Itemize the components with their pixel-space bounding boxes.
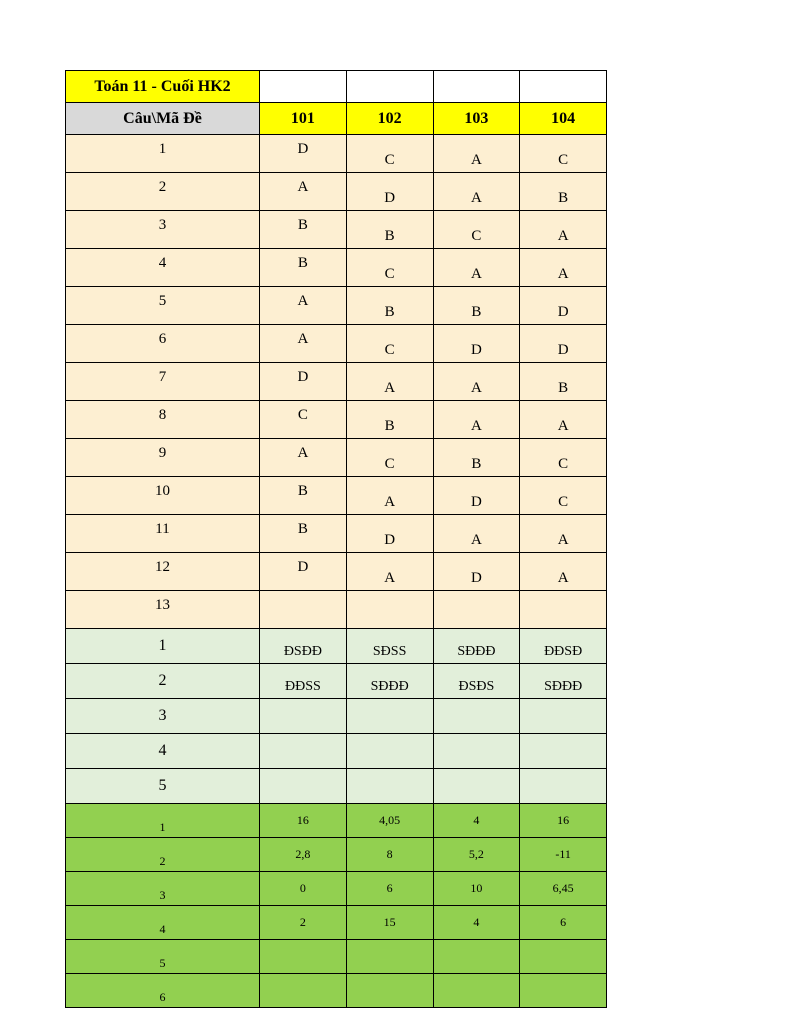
part1-row xyxy=(66,401,607,439)
answer-cell[interactable]: B xyxy=(260,211,347,249)
answer-cell[interactable]: A xyxy=(260,325,347,363)
part1-row xyxy=(66,249,607,287)
part3-row xyxy=(66,804,607,838)
answer-cell[interactable] xyxy=(260,940,347,974)
answer-cell[interactable] xyxy=(433,769,520,804)
answer-cell[interactable]: ĐĐSS xyxy=(260,664,347,699)
empty-cell[interactable] xyxy=(346,71,433,103)
part1-row xyxy=(66,325,607,363)
question-number-cell[interactable]: 7 xyxy=(66,363,260,401)
answer-cell[interactable]: C xyxy=(346,135,433,173)
part1-row xyxy=(66,553,607,591)
answer-cell[interactable]: D xyxy=(346,515,433,553)
answer-cell[interactable]: C xyxy=(346,325,433,363)
empty-cell[interactable] xyxy=(520,71,607,103)
answer-cell[interactable]: A xyxy=(346,477,433,515)
answer-cell[interactable]: A xyxy=(260,287,347,325)
answer-cell[interactable]: 4,05 xyxy=(346,804,433,838)
question-number-cell[interactable]: 5 xyxy=(66,769,260,804)
answer-cell[interactable]: B xyxy=(346,287,433,325)
question-number-cell[interactable]: 12 xyxy=(66,553,260,591)
answer-cell[interactable] xyxy=(520,940,607,974)
answer-cell[interactable]: B xyxy=(520,173,607,211)
answer-cell[interactable]: C xyxy=(433,211,520,249)
part3-row xyxy=(66,872,607,906)
part2-row xyxy=(66,699,607,734)
answer-cell[interactable]: C xyxy=(520,439,607,477)
answer-cell[interactable]: 10 xyxy=(433,872,520,906)
answer-cell[interactable]: 2 xyxy=(260,906,347,940)
header-label[interactable]: Câu\Mã Đề xyxy=(66,103,260,135)
part1-row xyxy=(66,135,607,173)
answer-cell[interactable]: B xyxy=(260,249,347,287)
answer-cell[interactable]: 4 xyxy=(433,906,520,940)
question-number-cell[interactable]: 2 xyxy=(66,173,260,211)
answer-cell[interactable]: SĐSS xyxy=(346,629,433,664)
answer-cell[interactable]: D xyxy=(433,553,520,591)
sheet-title[interactable]: Toán 11 - Cuối HK2 xyxy=(66,71,260,103)
answer-cell[interactable]: B xyxy=(346,211,433,249)
question-number-cell[interactable]: 4 xyxy=(66,906,260,940)
part3-row xyxy=(66,940,607,974)
answer-cell[interactable] xyxy=(260,974,347,1008)
answer-cell[interactable] xyxy=(260,699,347,734)
answer-cell[interactable]: 6 xyxy=(346,872,433,906)
code-104[interactable]: 104 xyxy=(520,103,607,135)
answer-cell[interactable]: SĐĐĐ xyxy=(520,664,607,699)
answer-cell[interactable]: 8 xyxy=(346,838,433,872)
answer-cell[interactable]: 16 xyxy=(260,804,347,838)
answer-cell[interactable] xyxy=(260,591,347,629)
answer-cell[interactable]: A xyxy=(433,173,520,211)
part1-row xyxy=(66,287,607,325)
answer-cell[interactable]: D xyxy=(260,553,347,591)
part2-row xyxy=(66,664,607,699)
answer-cell[interactable] xyxy=(520,769,607,804)
answer-cell[interactable]: A xyxy=(346,553,433,591)
question-number-cell[interactable]: 11 xyxy=(66,515,260,553)
question-number-cell[interactable]: 2 xyxy=(66,664,260,699)
answer-cell[interactable]: C xyxy=(520,477,607,515)
part2-row xyxy=(66,629,607,664)
answer-cell[interactable]: D xyxy=(520,325,607,363)
question-number-cell[interactable]: 10 xyxy=(66,477,260,515)
answer-cell[interactable] xyxy=(346,940,433,974)
answer-cell[interactable]: SĐĐĐ xyxy=(346,664,433,699)
answer-cell[interactable]: A xyxy=(260,173,347,211)
answer-cell[interactable]: A xyxy=(260,439,347,477)
part1-row xyxy=(66,173,607,211)
answer-cell[interactable] xyxy=(433,974,520,1008)
part3-row xyxy=(66,906,607,940)
answer-cell[interactable]: 16 xyxy=(520,804,607,838)
answer-cell[interactable]: ĐĐSĐ xyxy=(520,629,607,664)
answer-cell[interactable]: B xyxy=(260,515,347,553)
part2-row xyxy=(66,734,607,769)
answer-cell[interactable]: C xyxy=(346,439,433,477)
answer-cell[interactable]: 0 xyxy=(260,872,347,906)
answer-cell[interactable]: A xyxy=(520,211,607,249)
question-number-cell[interactable]: 9 xyxy=(66,439,260,477)
answer-cell[interactable] xyxy=(346,974,433,1008)
answer-cell[interactable] xyxy=(433,940,520,974)
part3-row xyxy=(66,838,607,872)
question-number-cell[interactable]: 13 xyxy=(66,591,260,629)
part3-row xyxy=(66,974,607,1008)
part2-row xyxy=(66,769,607,804)
part1-row xyxy=(66,591,607,629)
question-number-cell[interactable]: 3 xyxy=(66,699,260,734)
empty-cell[interactable] xyxy=(260,71,347,103)
answer-cell[interactable]: ĐSĐĐ xyxy=(260,629,347,664)
answer-cell[interactable]: D xyxy=(260,135,347,173)
question-number-cell[interactable]: 1 xyxy=(66,804,260,838)
question-number-cell[interactable]: 6 xyxy=(66,325,260,363)
question-number-cell[interactable]: 3 xyxy=(66,872,260,906)
answer-cell[interactable]: D xyxy=(433,477,520,515)
part1-row xyxy=(66,477,607,515)
answer-cell[interactable]: B xyxy=(346,401,433,439)
answer-cell[interactable]: A xyxy=(433,135,520,173)
question-number-cell[interactable]: 8 xyxy=(66,401,260,439)
question-number-cell[interactable]: 3 xyxy=(66,211,260,249)
answer-cell[interactable]: B xyxy=(433,439,520,477)
answer-cell[interactable]: A xyxy=(433,363,520,401)
answer-cell[interactable] xyxy=(520,591,607,629)
answer-cell[interactable]: 2,8 xyxy=(260,838,347,872)
answer-cell[interactable] xyxy=(520,699,607,734)
answer-cell[interactable]: D xyxy=(346,173,433,211)
answer-cell[interactable]: B xyxy=(520,363,607,401)
answer-cell[interactable]: 6,45 xyxy=(520,872,607,906)
answer-cell[interactable] xyxy=(346,591,433,629)
header-row xyxy=(66,103,607,135)
answer-key-table xyxy=(65,70,607,1008)
answer-cell[interactable]: D xyxy=(433,325,520,363)
answer-cell[interactable]: D xyxy=(520,287,607,325)
answer-cell[interactable]: C xyxy=(260,401,347,439)
answer-cell[interactable]: B xyxy=(260,477,347,515)
title-row xyxy=(66,71,607,103)
part1-row xyxy=(66,363,607,401)
answer-cell[interactable]: A xyxy=(346,363,433,401)
answer-cell[interactable] xyxy=(346,699,433,734)
answer-cell[interactable]: 5,2 xyxy=(433,838,520,872)
question-number-cell[interactable]: 1 xyxy=(66,135,260,173)
answer-cell[interactable]: 15 xyxy=(346,906,433,940)
question-number-cell[interactable]: 5 xyxy=(66,940,260,974)
answer-cell[interactable]: A xyxy=(433,515,520,553)
answer-cell[interactable]: A xyxy=(520,249,607,287)
answer-cell[interactable]: A xyxy=(520,401,607,439)
question-number-cell[interactable]: 4 xyxy=(66,734,260,769)
answer-cell[interactable] xyxy=(260,769,347,804)
answer-cell[interactable]: SĐĐĐ xyxy=(433,629,520,664)
answer-cell[interactable] xyxy=(520,974,607,1008)
answer-cell[interactable]: -11 xyxy=(520,838,607,872)
answer-cell[interactable]: 4 xyxy=(433,804,520,838)
answer-cell[interactable]: A xyxy=(433,249,520,287)
answer-cell[interactable] xyxy=(260,734,347,769)
part1-row xyxy=(66,515,607,553)
part1-row xyxy=(66,211,607,249)
part1-row xyxy=(66,439,607,477)
answer-cell[interactable]: A xyxy=(520,515,607,553)
answer-cell[interactable]: A xyxy=(433,401,520,439)
answer-cell[interactable]: ĐSĐS xyxy=(433,664,520,699)
question-number-cell[interactable]: 2 xyxy=(66,838,260,872)
answer-cell[interactable] xyxy=(433,591,520,629)
code-101[interactable]: 101 xyxy=(260,103,347,135)
answer-cell[interactable] xyxy=(433,699,520,734)
answer-cell[interactable] xyxy=(433,734,520,769)
answer-cell[interactable]: C xyxy=(346,249,433,287)
answer-cell[interactable]: C xyxy=(520,135,607,173)
answer-cell[interactable]: D xyxy=(260,363,347,401)
answer-cell[interactable]: 6 xyxy=(520,906,607,940)
question-number-cell[interactable]: 6 xyxy=(66,974,260,1008)
code-103[interactable]: 103 xyxy=(433,103,520,135)
answer-cell[interactable]: A xyxy=(520,553,607,591)
question-number-cell[interactable]: 1 xyxy=(66,629,260,664)
answer-cell[interactable] xyxy=(346,769,433,804)
answer-cell[interactable] xyxy=(346,734,433,769)
answer-cell[interactable] xyxy=(520,734,607,769)
code-102[interactable]: 102 xyxy=(346,103,433,135)
question-number-cell[interactable]: 5 xyxy=(66,287,260,325)
question-number-cell[interactable]: 4 xyxy=(66,249,260,287)
empty-cell[interactable] xyxy=(433,71,520,103)
answer-cell[interactable]: B xyxy=(433,287,520,325)
